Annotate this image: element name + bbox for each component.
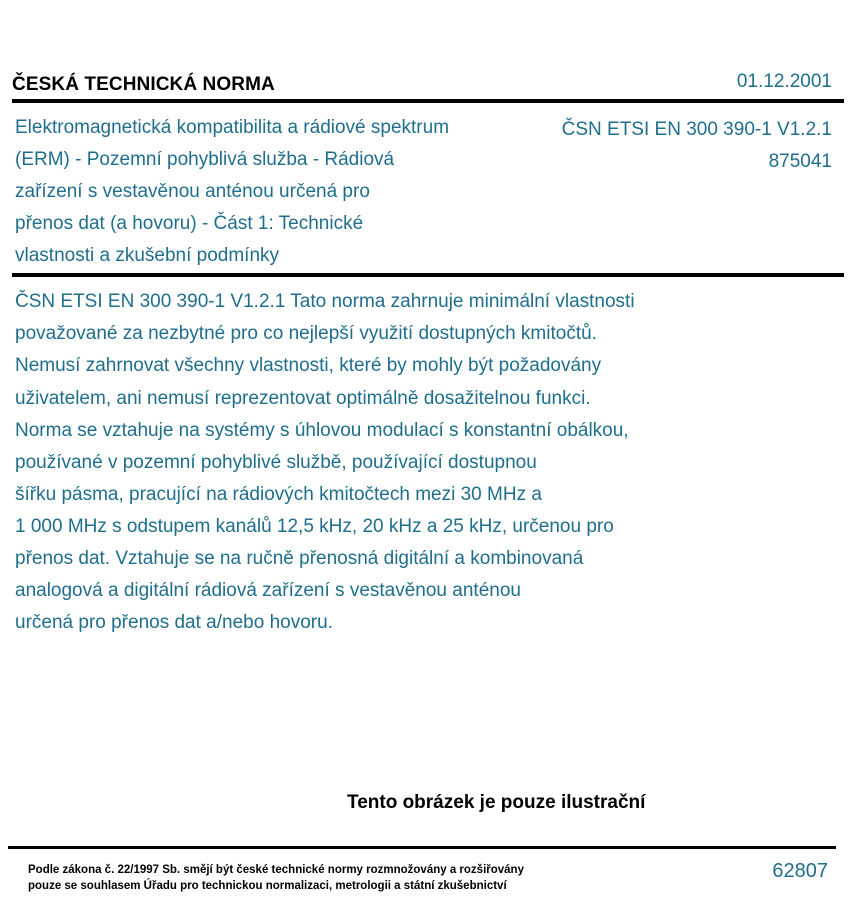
standard-title-line: Elektromagnetická kompatibilita a rádiové spektrum [15, 117, 450, 138]
issue-date: 01.12.2001 [736, 71, 832, 92]
abstract-line: Norma se vztahuje na systémy s úhlovou modulací s konstantní obálkou, [15, 420, 629, 441]
legal-notice-line: Podle zákona č. 22/1997 Sb. smějí být české technické normy rozmnožovány a rozšiřovány [28, 864, 524, 876]
abstract-line: analogová a digitální rádiová zařízení s vestavěnou anténou [15, 580, 521, 601]
abstract-line: 1 000 MHz s odstupem kanálů 12,5 kHz, 20 kHz a 25 kHz, určenou pro [15, 516, 614, 537]
abstract-line: považované za nezbytné pro co nejlepší využití dostupných kmitočtů. [15, 323, 597, 344]
header-divider [12, 99, 844, 103]
abstract-line: Nemusí zahrnovat všechny vlastnosti, které by mohly být požadovány [15, 355, 602, 376]
abstract-line: přenos dat. Vztahuje se na ručně přenosná digitální a kombinovaná [15, 548, 584, 569]
abstract-line: uživatelem, ani nemusí reprezentovat optimálně dosažitelnou funkci. [15, 388, 591, 409]
class-number: 875041 [768, 151, 832, 172]
standard-title-line: přenos dat (a hovoru) - Část 1: Technické [15, 213, 364, 234]
page-title: ČESKÁ TECHNICKÁ NORMA [12, 74, 275, 95]
abstract-line: ČSN ETSI EN 300 390-1 V1.2.1 Tato norma zahrnuje minimální vlastnosti [15, 291, 635, 312]
legal-notice [28, 862, 524, 894]
standard-title-line: (ERM) - Pozemní pohyblivá služba - Rádiová [15, 149, 395, 170]
footer-divider [8, 846, 836, 849]
standard-code: ČSN ETSI EN 300 390-1 V1.2.1 [561, 119, 832, 140]
title-divider [12, 273, 844, 277]
abstract-line: používané v pozemní pohyblivé službě, používající dostupnou [15, 452, 537, 473]
illustration-note: Tento obrázek je pouze ilustrační [347, 792, 646, 813]
document-number: 62807 [772, 860, 828, 882]
standard-title-line: vlastnosti a zkušební podmínky [15, 245, 280, 266]
abstract-line: šířku pásma, pracující na rádiových kmitočtech mezi 30 MHz a [15, 484, 542, 505]
standard-title-line: zařízení s vestavěnou anténou určená pro [15, 181, 370, 202]
abstract-line: určená pro přenos dat a/nebo hovoru. [15, 612, 333, 633]
standard-code-block [562, 114, 832, 178]
legal-notice-line: pouze se souhlasem Úřadu pro technickou normalizaci, metrologii a státní zkušebnictví [28, 880, 507, 892]
